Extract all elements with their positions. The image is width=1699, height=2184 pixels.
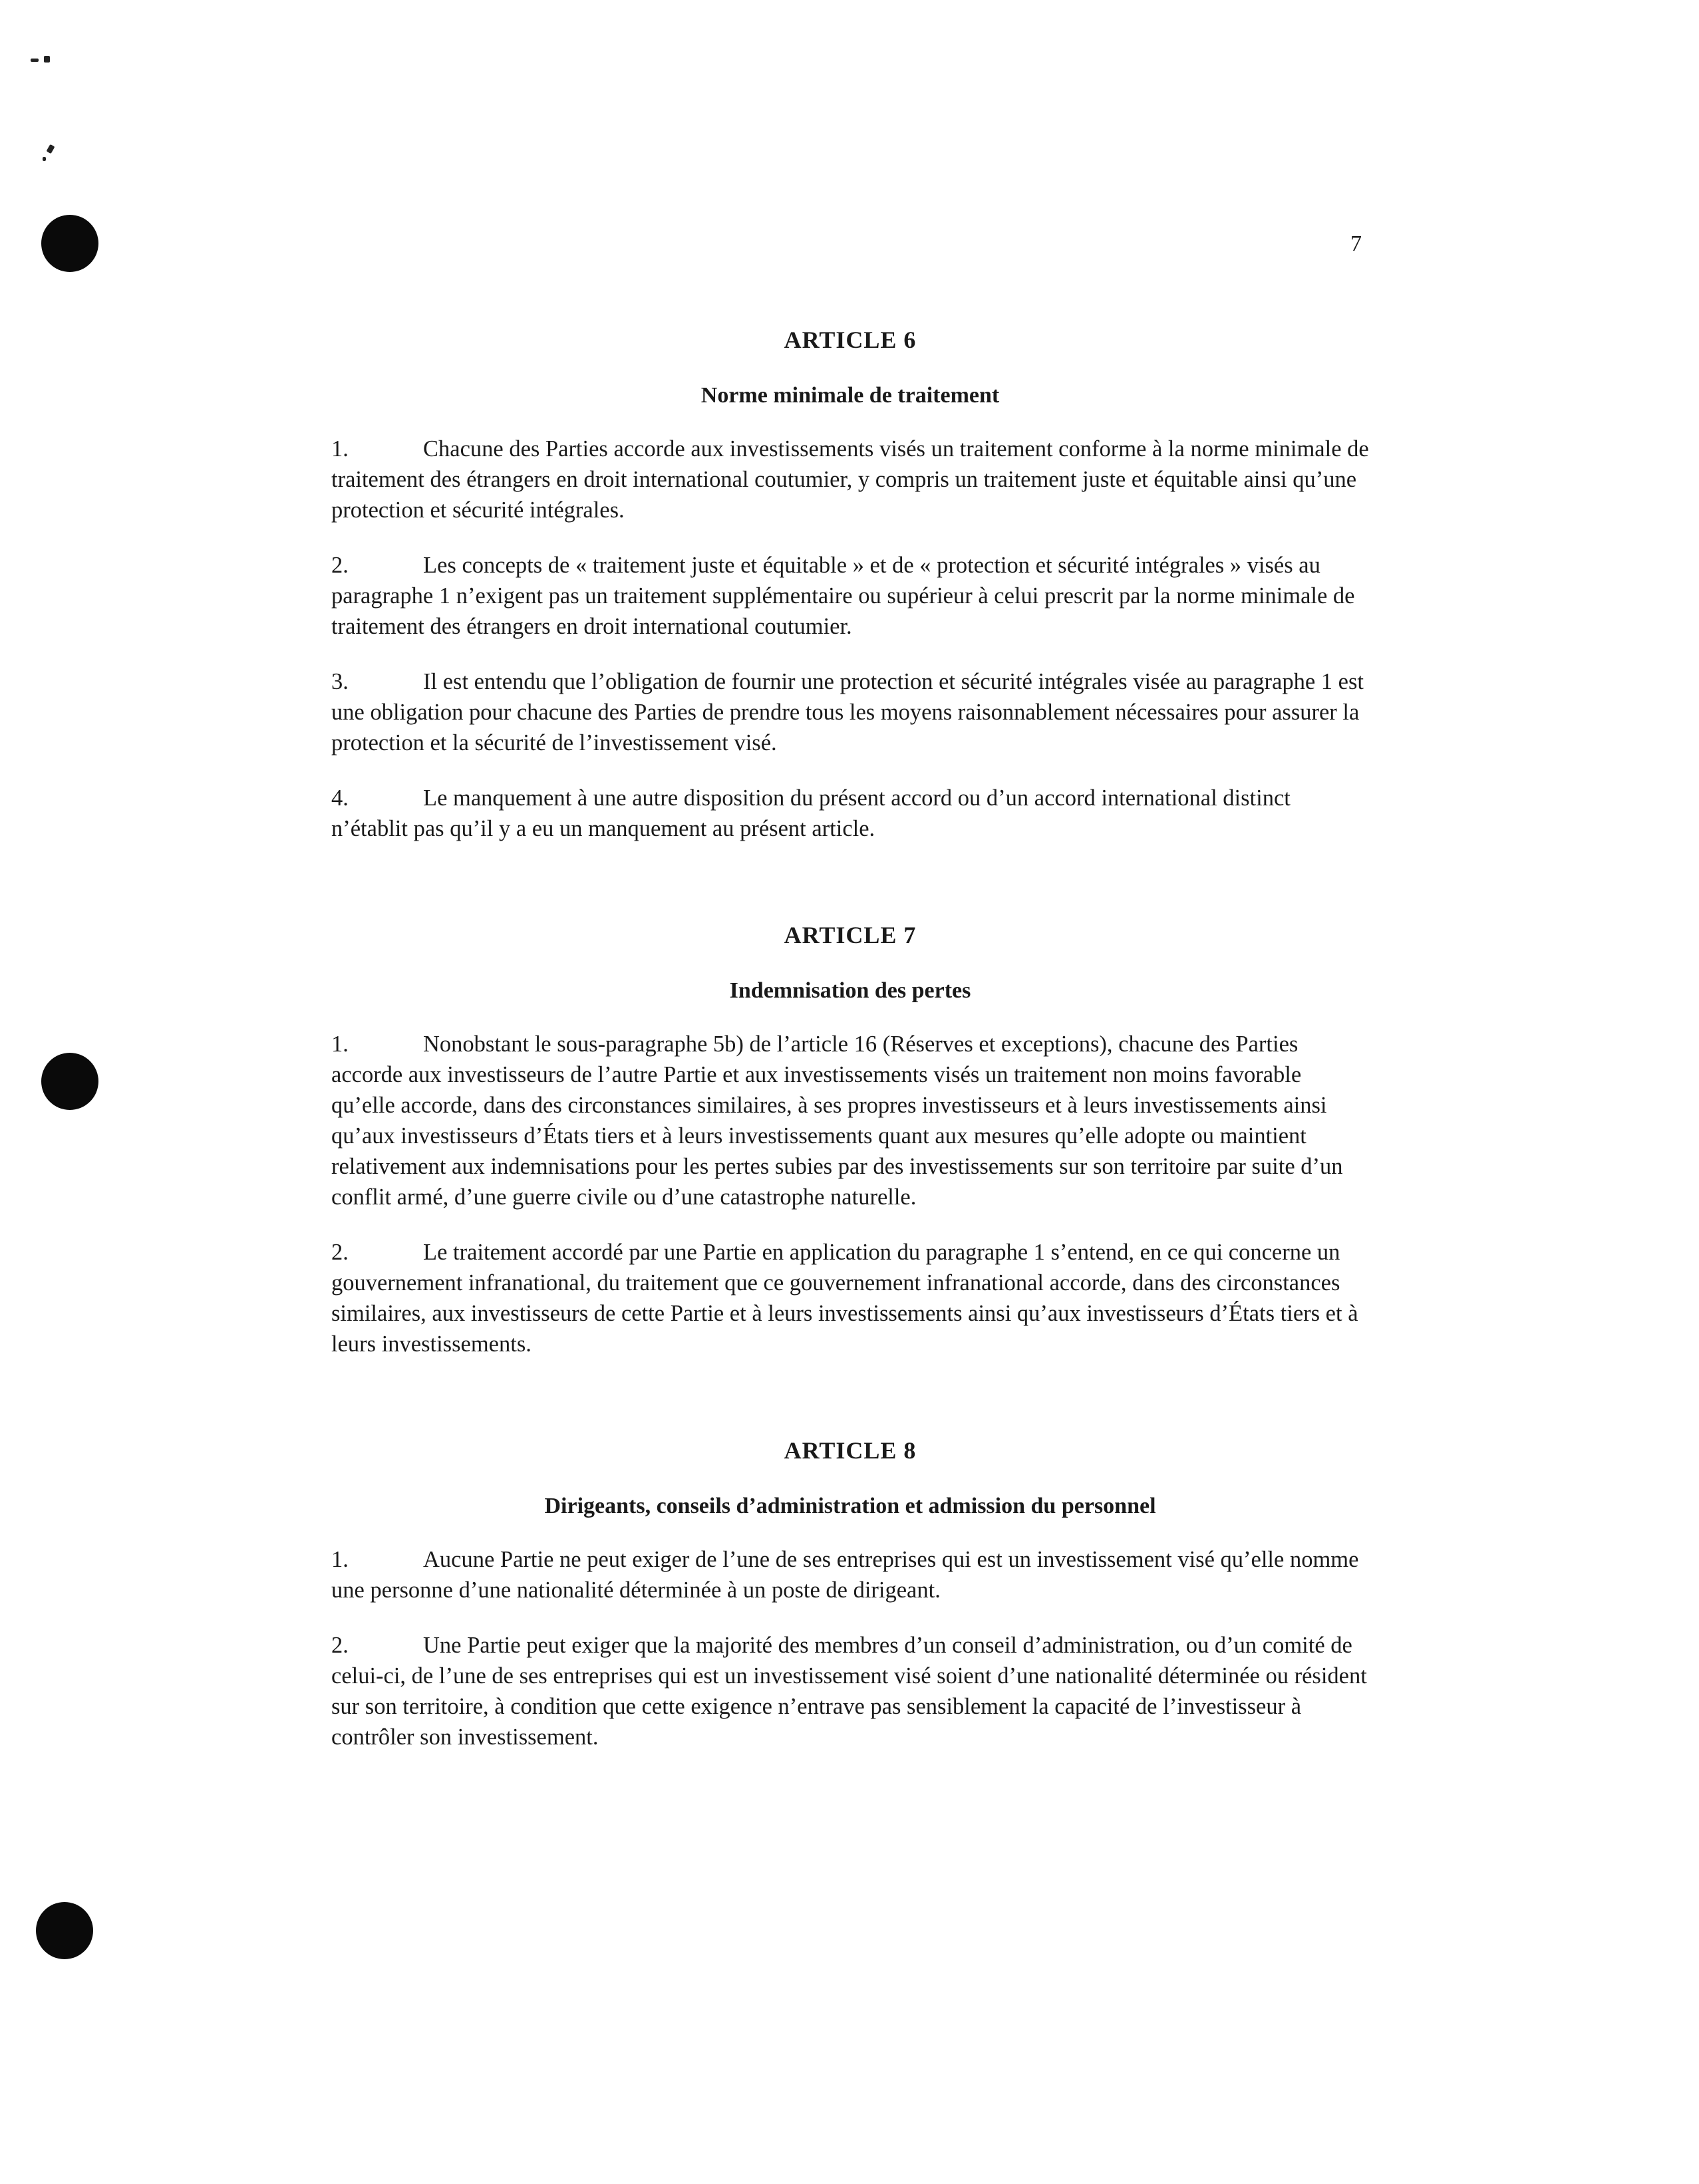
article-paragraph xyxy=(331,1544,1369,1605)
paragraph-text: Il est entendu que l’obligation de fournir une protection et sécurité intégrales visée au paragraphe 1 est une obligation pour chacune des Parties de prendre tous les moyens raisonnablement nécessaires pour assurer la protection et la sécurité de l’investissement visé. xyxy=(331,669,1364,755)
article-paragraph xyxy=(331,1029,1369,1212)
paragraph-text: Une Partie peut exiger que la majorité des membres d’un conseil d’administration, ou d’un comité de celui-ci, de l’une de ses entreprises qui est un investissement visé soient d’une nationalité déterminée ou résident sur son territoire, à condition que cette exigence n’entrave pas sensiblement la capacité de l’investisseur à contrôler son investissement. xyxy=(331,1633,1367,1750)
paragraph-number: 1. xyxy=(331,1547,349,1572)
article-paragraph xyxy=(331,783,1369,844)
paragraph-number: 2. xyxy=(331,1240,349,1265)
scan-speck xyxy=(43,157,46,161)
paragraph-text: Aucune Partie ne peut exiger de l’une de ses entreprises qui est un investissement visé qu’elle nomme une personne d’une nationalité déterminée à un poste de dirigeant. xyxy=(331,1547,1359,1603)
paragraph-number: 3. xyxy=(331,669,349,694)
paragraph-number: 1. xyxy=(331,1031,349,1057)
scan-speck xyxy=(47,144,55,154)
article-title: ARTICLE 6 xyxy=(784,327,917,353)
article-6 xyxy=(331,326,1369,844)
paragraph-text: Le manquement à une autre disposition du présent accord ou d’un accord international distinct n’établit pas qu’il y a eu un manquement au présent article. xyxy=(331,785,1291,841)
article-paragraph xyxy=(331,550,1369,642)
paragraph-number: 2. xyxy=(331,1633,349,1658)
article-paragraph xyxy=(331,1237,1369,1359)
punch-hole-middle xyxy=(41,1053,98,1110)
article-paragraph xyxy=(331,1630,1369,1752)
paragraph-number: 2. xyxy=(331,553,349,578)
scan-speck xyxy=(44,56,50,63)
article-subtitle: Indemnisation des pertes xyxy=(729,978,971,1003)
paragraph-number: 1. xyxy=(331,436,349,462)
paragraph-number: 4. xyxy=(331,785,349,811)
article-title: ARTICLE 8 xyxy=(784,1437,917,1464)
article-paragraph xyxy=(331,666,1369,758)
paragraph-text: Chacune des Parties accorde aux investissements visés un traitement conforme à la norme minimale de traitement des étrangers en droit international coutumier, y compris un traitement juste et équitable ainsi qu’une protection et sécurité intégrales. xyxy=(331,436,1369,523)
article-8 xyxy=(331,1436,1369,1752)
article-subtitle: Dirigeants, conseils d’administration et admission du personnel xyxy=(544,1494,1156,1518)
document-body xyxy=(331,326,1369,1752)
article-title: ARTICLE 7 xyxy=(784,922,917,948)
page-number: 7 xyxy=(1350,231,1362,256)
punch-hole-top xyxy=(41,215,98,272)
paragraph-text: Les concepts de « traitement juste et équitable » et de « protection et sécurité intégrales » visés au paragraphe 1 n’exigent pas un traitement supplémentaire ou supérieur à celui prescrit par la norme minimale de traitement des étrangers en droit international coutumier. xyxy=(331,553,1355,639)
paragraph-text: Le traitement accordé par une Partie en application du paragraphe 1 s’entend, en ce qui concerne un gouvernement infranational, du traitement que ce gouvernement infranational accorde, dans des circonstances similaires, aux investisseurs de cette Partie et à leurs investissements ainsi qu’aux investisseurs d’États tiers et à leurs investissements. xyxy=(331,1240,1358,1357)
punch-hole-bottom xyxy=(36,1902,93,1959)
paragraph-text: Nonobstant le sous-paragraphe 5b) de l’article 16 (Réserves et exceptions), chacune des Parties accorde aux investisseurs de l’autre Partie et aux investissements visés un traitement non moins favorable qu’elle accorde, dans des circonstances similaires, à ses propres investisseurs et à leurs investissements ainsi qu’aux investisseurs d’États tiers et à leurs investissements quant aux mesures qu’elle adopte ou maintient relativement aux indemnisations pour les pertes subies par des investissements sur son territoire par suite d’un conflit armé, d’une guerre civile ou d’une catastrophe naturelle. xyxy=(331,1031,1343,1210)
article-subtitle: Norme minimale de traitement xyxy=(700,383,1000,408)
article-paragraph xyxy=(331,434,1369,525)
scan-speck xyxy=(31,59,39,62)
article-7 xyxy=(331,921,1369,1359)
